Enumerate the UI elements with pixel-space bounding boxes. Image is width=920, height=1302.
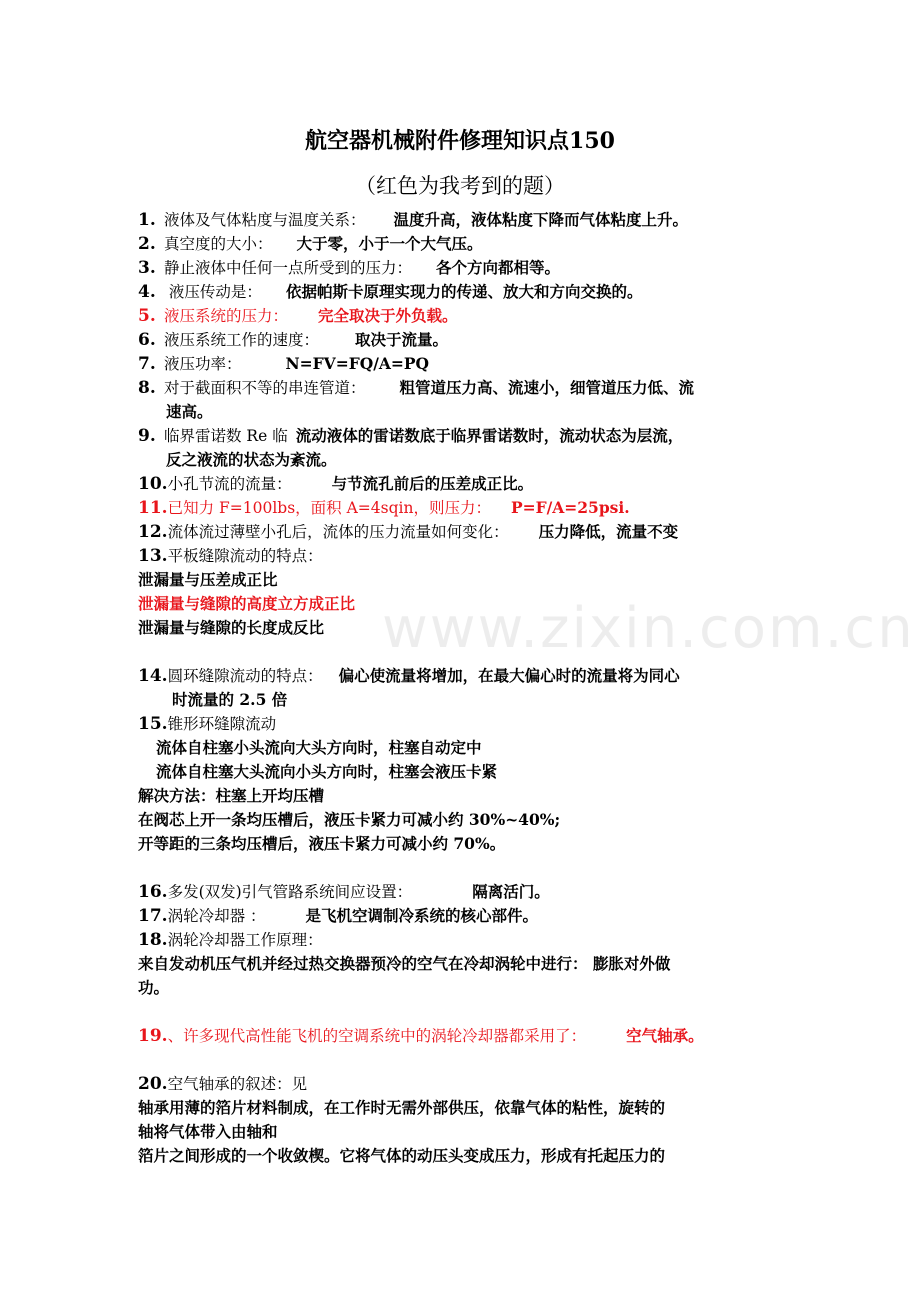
item18-line: 功。: [138, 978, 170, 997]
list-item: 6. 液压系统工作的速度： 取决于流量。: [138, 330, 449, 350]
list-item: 15.锥形环缝隙流动: [138, 714, 277, 734]
item20-line: 轴将气体带入由轴和: [138, 1122, 278, 1141]
list-item-highlighted: 5. 液压系统的压力： 完全取决于外负载。: [138, 306, 458, 326]
item15-line: 在阀芯上开一条均压槽后，液压卡紧力可减小约 30%~40%;: [138, 810, 561, 829]
list-item: 18.涡轮冷却器工作原理：: [138, 930, 323, 950]
list-item: 17.涡轮冷却器 ： 是飞机空调制冷系统的核心部件。: [138, 906, 539, 926]
list-item: 9. 临界雷诺数 Re 临 流动液体的雷诺数底于临界雷诺数时，流动状态为层流，: [138, 426, 684, 446]
page-title: 航空器机械附件修理知识点150: [305, 128, 615, 154]
item15-line: 解决方法：柱塞上开均压槽: [138, 786, 325, 805]
list-item: 7. 液压功率： N=FV=FQ/A=PQ: [138, 354, 430, 374]
item20-line: 箔片之间形成的一个收敛楔。它将气体的动压头变成压力，形成有托起压力的: [138, 1146, 666, 1165]
item15-line: 流体自柱塞小头流向大头方向时，柱塞自动定中: [156, 738, 482, 757]
list-item: 14.圆环缝隙流动的特点： 偏心使流量将增加，在最大偏心时的流量将为同心: [138, 666, 680, 686]
list-item-continuation: 时流量的 2.5 倍: [172, 690, 288, 709]
list-item: 16.多发(双发)引气管路系统间应设置： 隔离活门。: [138, 882, 550, 902]
watermark: www.zixin.com.cn: [382, 596, 915, 661]
list-item: 12.流体流过薄壁小孔后，流体的压力流量如何变化： 压力降低，流量不变: [138, 522, 679, 542]
item15-line: 流体自柱塞大头流向小头方向时，柱塞会液压卡紧: [156, 762, 498, 781]
item18-line: 来自发动机压气机并经过热交换器预冷的空气在冷却涡轮中进行： 膨胀对外做: [138, 954, 671, 973]
item13-line: 泄漏量与压差成正比: [138, 570, 278, 589]
item13-line-highlighted: 泄漏量与缝隙的高度立方成正比: [138, 594, 356, 613]
list-item: 13.平板缝隙流动的特点：: [138, 546, 323, 566]
list-item-highlighted: 19.、许多现代高性能飞机的空调系统中的涡轮冷却器都采用了： 空气轴承。: [138, 1026, 704, 1046]
list-item: 3. 静止液体中任何一点所受到的压力： 各个方向都相等。: [138, 258, 561, 278]
list-item: 1. 液体及气体粘度与温度关系： 温度升高，液体粘度下降而气体粘度上升。: [138, 210, 689, 230]
item13-line: 泄漏量与缝隙的长度成反比: [138, 618, 325, 637]
page-subtitle: （红色为我考到的题）: [355, 174, 565, 198]
list-item-continuation: 速高。: [166, 402, 213, 421]
question-list: [138, 208, 798, 1168]
list-item-highlighted: 11.已知力 F=100lbs，面积 A=4sqin，则压力： P=F/A=25psi.: [138, 498, 630, 518]
item20-line: 轴承用薄的箔片材料制成，在工作时无需外部供压，依靠气体的粘性，旋转的: [138, 1098, 666, 1117]
list-item: 20.空气轴承的叙述：见: [138, 1074, 308, 1094]
item15-line: 开等距的三条均压槽后，液压卡紧力可减小约 70%。: [138, 834, 506, 853]
list-item-continuation: 反之液流的状态为紊流。: [166, 450, 337, 469]
list-item: 10.小孔节流的流量： 与节流孔前后的压差成正比。: [138, 474, 534, 494]
list-item: 4. 液压传动是： 依据帕斯卡原理实现力的传递、放大和方向交换的。: [138, 282, 643, 302]
list-item: 8. 对于截面积不等的串连管道： 粗管道压力高、流速小，细管道压力低、流: [138, 378, 695, 398]
list-item: 2. 真空度的大小： 大于零，小于一个大气压。: [138, 234, 483, 254]
